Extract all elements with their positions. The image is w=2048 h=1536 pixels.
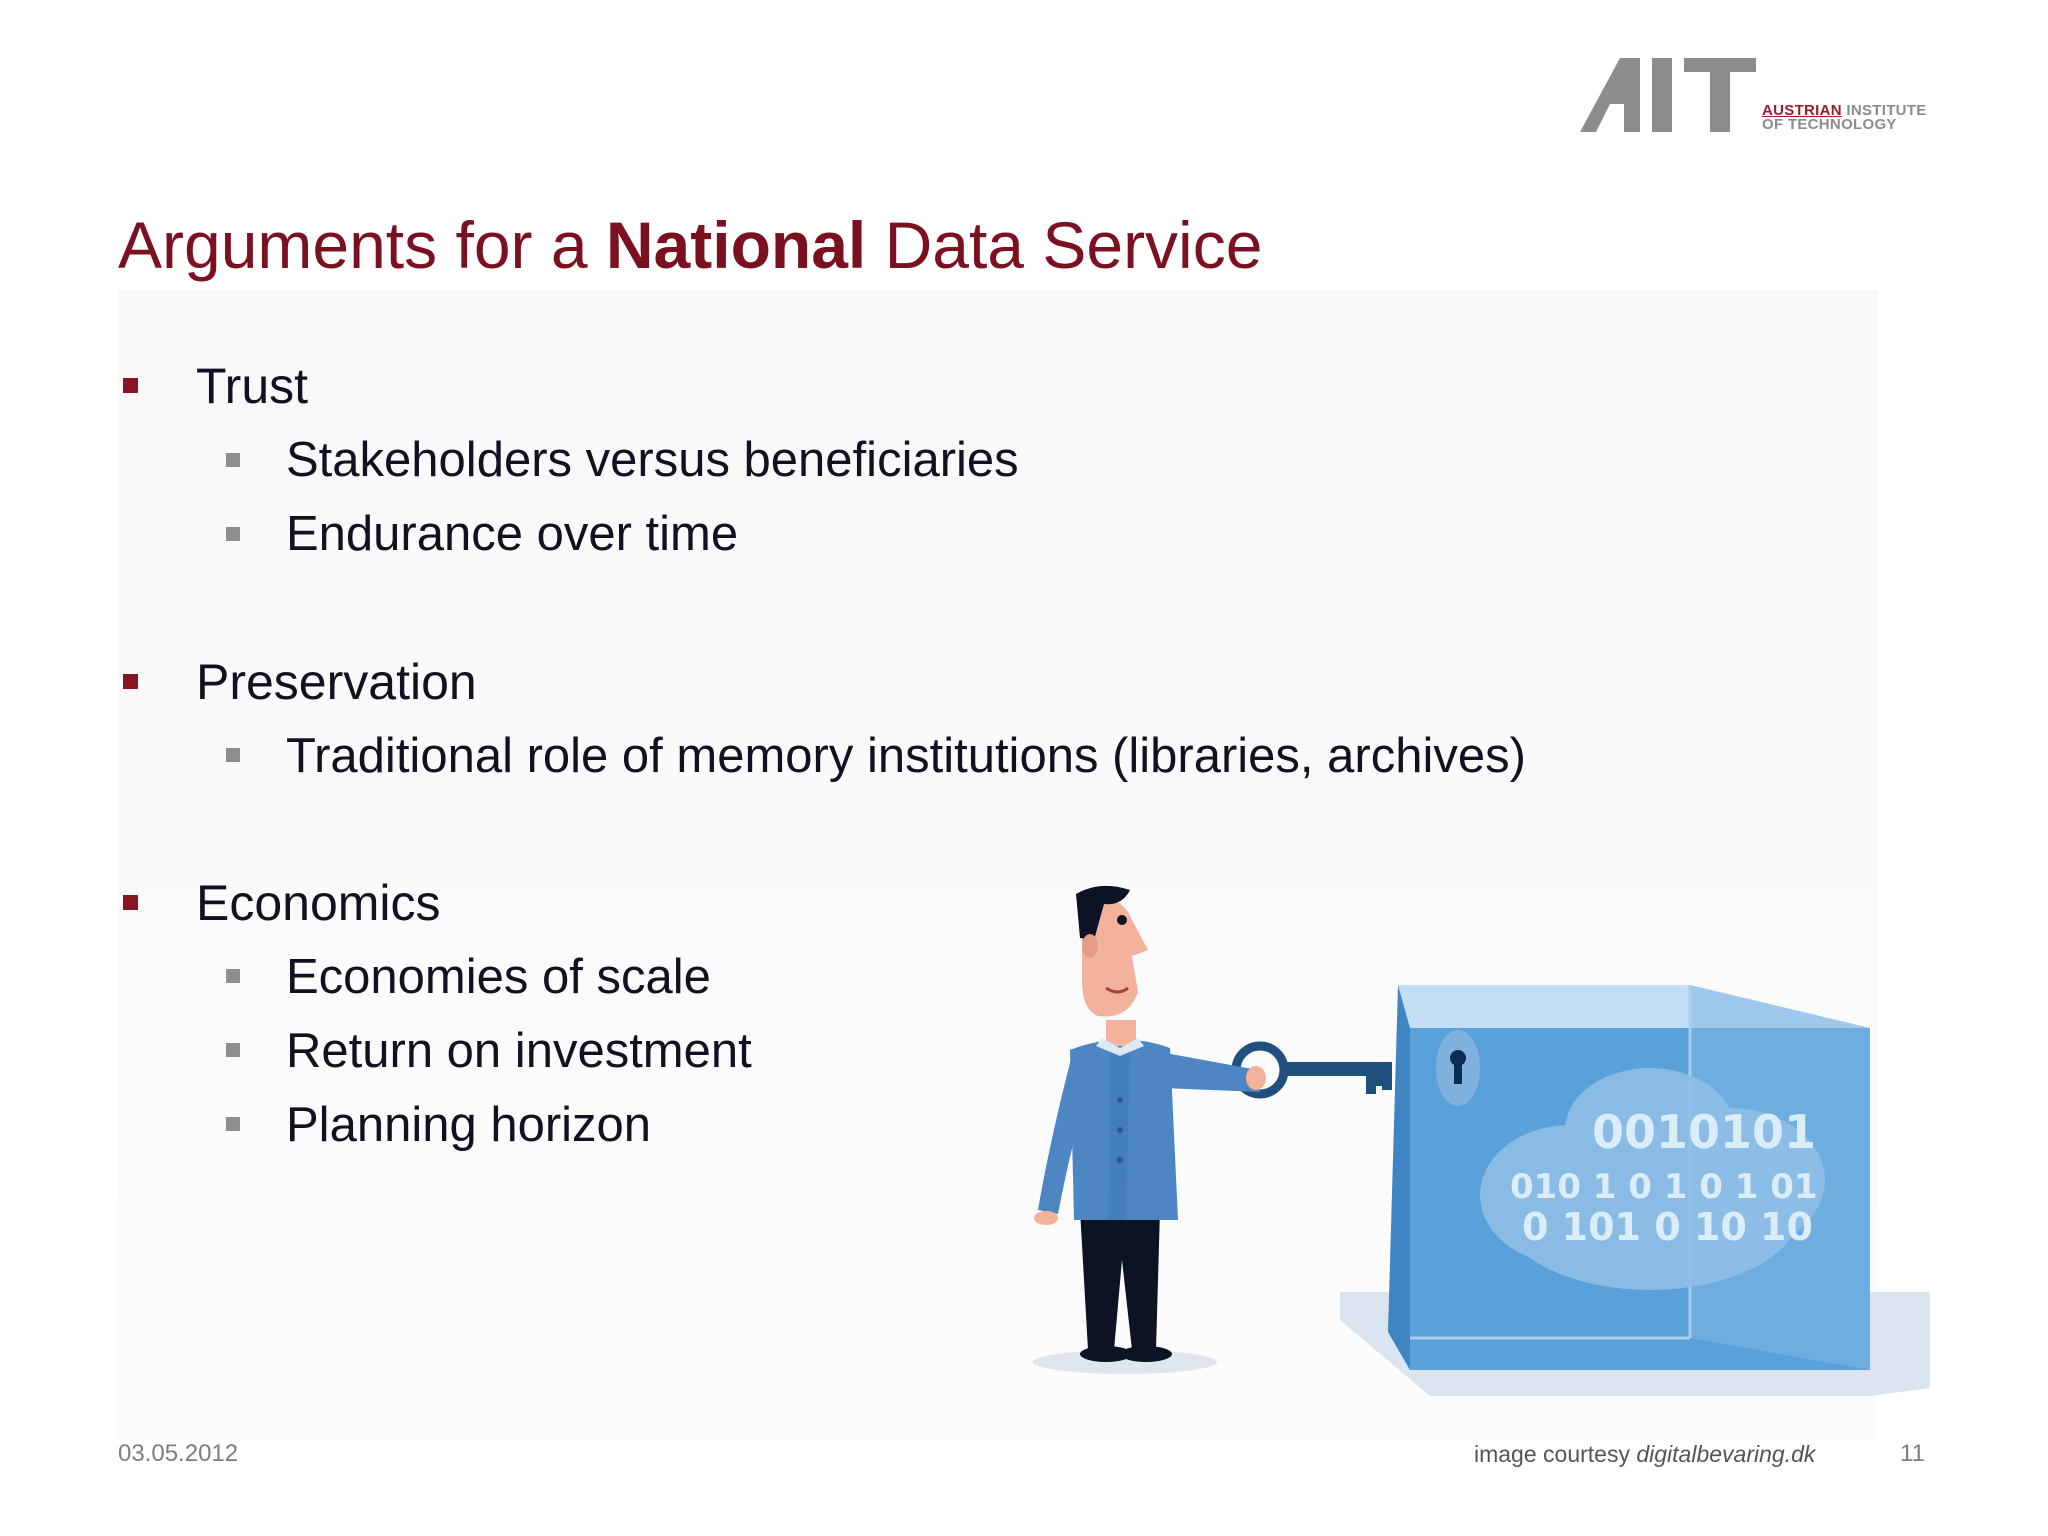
bullet-item: Economics	[196, 875, 441, 931]
logo-letter-t	[1684, 58, 1756, 132]
page-number: 11	[1900, 1440, 1925, 1467]
bullet-marker-l2	[226, 1117, 240, 1131]
sub-bullet-item: Traditional role of memory institutions (libraries, archives)	[286, 729, 1526, 783]
key-and-data-cube-illustration	[1010, 880, 1940, 1400]
binary-row-2: 010 1 0 1 0 1 01	[1510, 1167, 1818, 1207]
logo-letter-i	[1652, 58, 1672, 132]
bullet-marker-l2	[226, 527, 240, 541]
bullet-marker-l1	[123, 378, 138, 393]
footer-date: 03.05.2012	[118, 1440, 239, 1467]
sub-bullet-item: Stakeholders versus beneficiaries	[286, 433, 1019, 487]
sub-bullet-item: Return on investment	[286, 1024, 752, 1078]
logo-word-austrian: AUSTRIAN	[1762, 102, 1842, 119]
bullet-marker-l2	[226, 748, 240, 762]
title-suffix: Data Service	[866, 208, 1263, 282]
binary-row-1: 0010101	[1592, 1105, 1817, 1159]
title-prefix: Arguments for a	[118, 208, 606, 282]
sub-bullet-item: Economies of scale	[286, 950, 711, 1004]
logo-word-technology: OF TECHNOLOGY	[1762, 116, 1897, 133]
logo-word-institute: INSTITUTE	[1841, 102, 1927, 119]
binary-row-3: 0 101 0 10 10	[1522, 1205, 1813, 1249]
logo-wordmark	[1762, 104, 1927, 132]
slide-title	[118, 205, 1262, 285]
bullet-marker-l2	[226, 969, 240, 983]
bullet-marker-l1	[123, 895, 138, 910]
image-credit	[1474, 1441, 1815, 1468]
bullet-marker-l2	[226, 1043, 240, 1057]
sub-bullet-item: Endurance over time	[286, 507, 739, 561]
logo-letter-a	[1580, 58, 1640, 132]
man-figure	[1034, 886, 1266, 1362]
bullet-item: Trust	[196, 358, 309, 414]
credit-prefix: image courtesy	[1474, 1441, 1637, 1467]
credit-source: digitalbevaring.dk	[1636, 1441, 1816, 1467]
sub-bullet-item: Planning horizon	[286, 1098, 652, 1152]
title-emphasis: National	[605, 208, 867, 282]
bullet-item: Preservation	[196, 654, 477, 710]
bullet-marker-l1	[123, 674, 138, 689]
bullet-marker-l2	[226, 453, 240, 467]
